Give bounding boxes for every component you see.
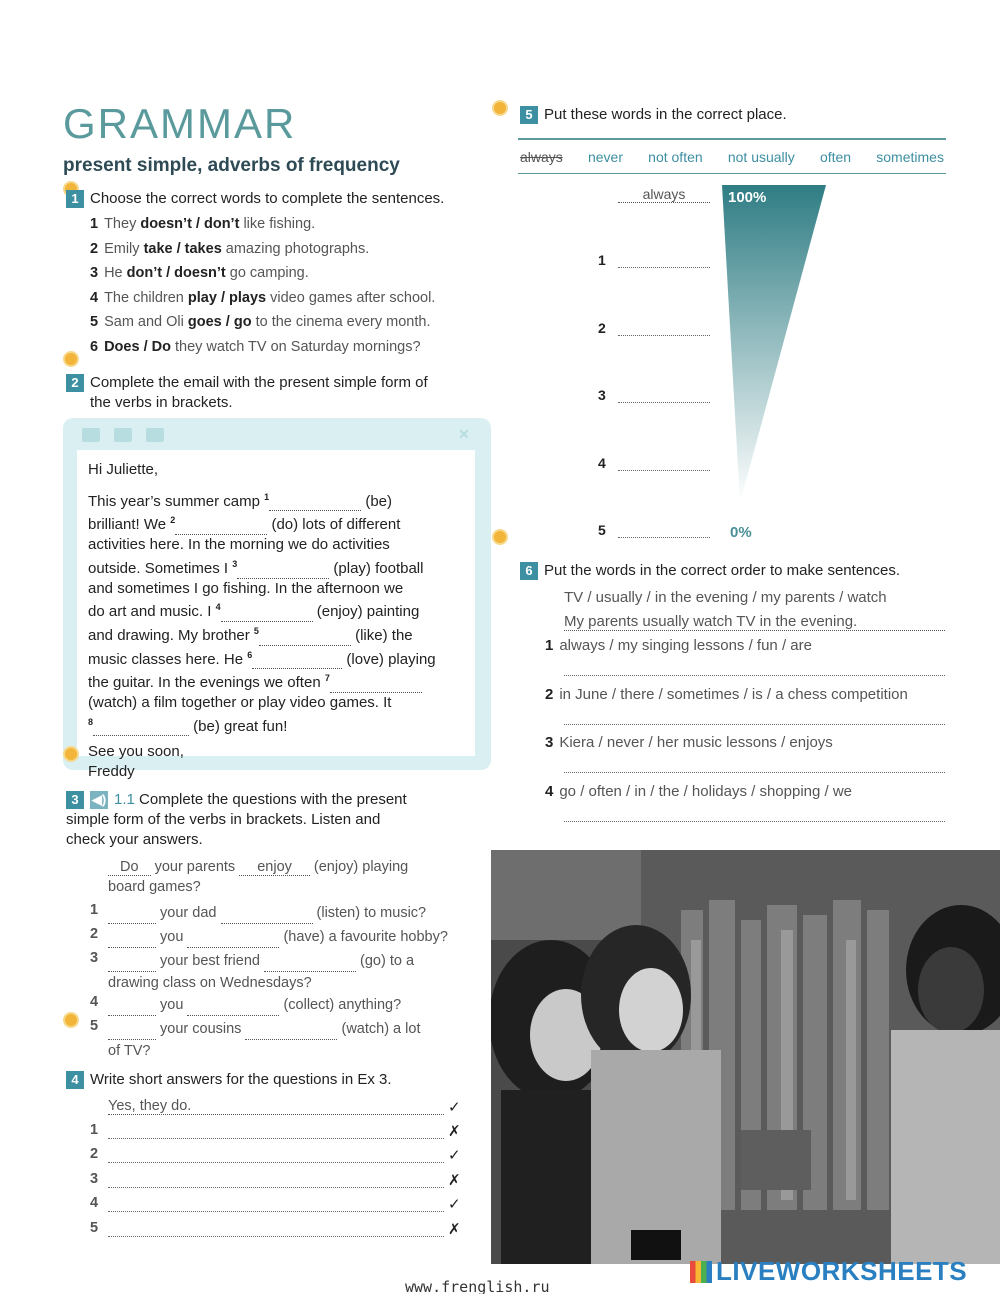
answer-line[interactable] (564, 821, 945, 822)
word-choice[interactable]: take / takes (143, 240, 222, 257)
word-bank (518, 138, 946, 174)
email-gap[interactable] (221, 608, 313, 622)
item-number-text: 1 (90, 902, 99, 918)
bottom-percent: 0% (730, 524, 752, 541)
item-text: amazing photographs. (221, 240, 370, 257)
email-text-part: (do) lots of different (267, 516, 401, 534)
item-text: you (156, 997, 188, 1013)
item-text: He (104, 265, 127, 281)
ex4-number: 4 (66, 1071, 84, 1089)
answer-blank[interactable] (245, 1026, 337, 1040)
email-gap[interactable] (259, 632, 351, 646)
item-text: (watch) a lot (337, 1021, 421, 1037)
answer-blank[interactable] (108, 910, 156, 924)
item-text: board games? (108, 879, 201, 895)
item-text: (have) a favourite hobby? (279, 929, 448, 945)
ex1-item (90, 314, 430, 330)
cross-icon: ✗ (448, 1220, 461, 1238)
check-icon: ✓ (448, 1099, 461, 1116)
gap-number: 2 (170, 515, 176, 526)
email-gap[interactable] (330, 679, 422, 693)
email-gap[interactable] (269, 497, 361, 511)
email-line (88, 713, 468, 737)
gap-number: 7 (324, 673, 330, 684)
email-paragraph (88, 488, 468, 737)
word-choice[interactable]: play / plays (187, 289, 267, 306)
mail-icon (146, 428, 164, 442)
item-number: 6 (90, 338, 99, 355)
email-line (88, 646, 468, 670)
item-number (90, 1122, 98, 1138)
item-text: (collect) anything? (279, 997, 402, 1013)
ex3-item (108, 902, 468, 924)
ex3-example (108, 857, 408, 897)
answer-blank[interactable] (221, 910, 313, 924)
ex1-number: 1 (66, 190, 84, 208)
email-text-part: (like) the (350, 626, 413, 644)
item-number (90, 1018, 98, 1034)
word-choice[interactable]: doesn’t / don’t (140, 216, 240, 232)
item-text: go / often / in / the / holidays / shopping / we (559, 783, 853, 801)
answer-line[interactable] (618, 470, 710, 471)
ex1-instruction: 1 Choose the correct words to complete the sentences. (66, 190, 444, 208)
email-text-part: brilliant! We (88, 516, 171, 534)
email-line (88, 488, 468, 512)
word-bank-item: often (819, 148, 852, 165)
cross-icon: ✗ (448, 1171, 461, 1189)
liveworksheets-icon (690, 1261, 712, 1283)
item-number: 2 (545, 685, 554, 703)
star-icon (63, 1012, 79, 1028)
item-number (90, 1171, 98, 1187)
answer-line[interactable] (108, 1236, 444, 1237)
word-choice[interactable]: don’t / doesn’t (126, 265, 226, 281)
email-text-part: do art and music. I (88, 603, 216, 621)
answer-blank[interactable] (187, 934, 279, 948)
answer-blank[interactable] (264, 958, 356, 972)
email-text-part: (love) playing (342, 650, 436, 668)
check-icon: ✓ (448, 1196, 461, 1214)
item-text: like fishing. (239, 216, 316, 232)
email-text-part: music classes here. He (88, 650, 248, 668)
ex6-instruction: 6 Put the words in the correct order to make sentences. (520, 562, 900, 580)
item-number: 1 (598, 252, 606, 268)
email-text-part: and drawing. My brother (88, 626, 254, 644)
email-line (88, 555, 468, 579)
reply-icon (82, 428, 100, 442)
email-signature: Freddy (88, 763, 135, 781)
email-gap[interactable] (252, 655, 342, 669)
ex5-number: 5 (520, 106, 538, 124)
ex6-number: 6 (520, 562, 538, 580)
email-text-part: the guitar. In the evenings we often (88, 674, 325, 692)
email-line (88, 511, 468, 535)
item-number: 4 (545, 783, 554, 801)
email-signoff: See you soon, (88, 743, 184, 761)
ex6-example-question: TV / usually / in the evening / my parents / watch (564, 589, 887, 606)
answer-blank[interactable] (187, 1002, 279, 1016)
email-text-part: and sometimes I go fishing. In the afternoon we (88, 579, 404, 597)
email-line (88, 598, 468, 622)
ex3-instruction: 3 ◀) 1.1 Complete the questions with the present simple form of the verbs in brackets. Listen and check your answers. (66, 791, 407, 848)
answer-line[interactable] (564, 675, 945, 676)
email-gap[interactable] (237, 565, 329, 579)
ex1-item (90, 339, 421, 355)
item-number (90, 950, 98, 966)
item-text: to the cinema every month. (251, 314, 431, 330)
ex1-item (90, 216, 315, 232)
item-text: drawing class on Wednesdays? (108, 975, 312, 991)
item-text: Kiera / never / her music lessons / enjoys (559, 734, 833, 752)
email-gap[interactable] (93, 722, 189, 736)
item-number-text: 2 (90, 1146, 99, 1163)
answer-line[interactable] (108, 1162, 444, 1163)
item-text: Emily (104, 240, 144, 257)
item-number (90, 902, 98, 918)
email-text-part: outside. Sometimes I (88, 559, 233, 577)
page-subtitle: present simple, adverbs of frequency (63, 155, 400, 176)
item-number (90, 1146, 98, 1162)
item-number: 1 (545, 637, 554, 654)
example-answer: Do (108, 859, 151, 876)
item-text: Sam and Oli (104, 314, 188, 330)
ex2-instruction: 2 Complete the email with the present simple form of the verbs in brackets. (66, 373, 428, 413)
item-text: go camping. (225, 265, 309, 281)
answer-blank[interactable] (108, 934, 156, 948)
liveworksheets-logo[interactable]: LIVEWORKSHEETS (690, 1256, 967, 1287)
word-bank-item: not usually (727, 148, 795, 165)
ex6-item (545, 686, 908, 703)
email-text-part: (enjoy) painting (312, 603, 420, 621)
item-number: 1 (90, 216, 99, 232)
ex6-item (545, 783, 852, 800)
ex6-example-answer: My parents usually watch TV in the evening. (564, 613, 945, 631)
example-answer: enjoy (239, 859, 310, 876)
item-text: (listen) to music? (312, 905, 427, 921)
answer-line[interactable] (618, 537, 710, 538)
shopping-photo (491, 850, 1000, 1264)
item-text: your dad (156, 905, 221, 921)
item-number-text: 3 (90, 1170, 99, 1187)
ex3-item (108, 950, 468, 994)
star-icon (492, 100, 508, 116)
item-number: 3 (90, 265, 99, 281)
ex5-instruction: 5 Put these words in the correct place. (520, 106, 787, 124)
item-text: The children (104, 289, 188, 306)
ex3-item (108, 994, 468, 1016)
item-text: (enjoy) playing (309, 859, 409, 875)
ex4-instruction: 4 Write short answers for the questions in Ex 3. (66, 1071, 392, 1089)
ex1-item (90, 290, 435, 306)
email-text-part: (play) football (329, 559, 424, 577)
item-number: 5 (598, 522, 606, 538)
email-text (88, 460, 468, 782)
answer-line[interactable] (618, 335, 710, 336)
item-text: you (156, 929, 188, 945)
email-line (88, 622, 468, 646)
email-line (88, 535, 468, 555)
ex3-item (108, 1018, 468, 1062)
close-icon: ✕ (458, 426, 470, 442)
page-title: GRAMMAR (63, 100, 297, 147)
item-number: 2 (598, 319, 606, 336)
gap-number: 3 (232, 558, 238, 569)
ex1-item (90, 265, 309, 281)
word-bank-item: never (587, 148, 623, 165)
item-number: 3 (545, 734, 554, 752)
item-number-text: 5 (90, 1018, 99, 1034)
ex3-item (108, 926, 468, 948)
gap-number: 5 (253, 625, 259, 636)
item-text: (go) to a (356, 953, 415, 969)
word-bank-item: sometimes (876, 148, 944, 165)
email-text-part: (be) great fun! (189, 717, 288, 735)
ex4-example: Yes, they do. (108, 1098, 444, 1115)
item-text: in June / there / sometimes / is / a chess competition (559, 685, 908, 703)
item-number-text: 4 (90, 1195, 99, 1212)
email-line (88, 693, 468, 713)
email-text-part: (be) (361, 492, 393, 510)
word-choice[interactable]: Does / Do (104, 338, 171, 355)
word-bank-item: not often (648, 148, 703, 165)
answer-blank[interactable] (108, 1002, 156, 1016)
email-text-part: activities here. In the morning we do activities (88, 536, 390, 554)
item-text: They (104, 216, 141, 232)
attach-icon (114, 428, 132, 442)
item-number: 4 (90, 289, 99, 306)
item-text: your cousins (156, 1021, 246, 1037)
item-text: they watch TV on Saturday mornings? (170, 338, 421, 355)
email-line (88, 579, 468, 599)
item-number (90, 926, 98, 942)
top-percent: 100% (728, 189, 767, 206)
word-bank-item: always (520, 148, 563, 165)
cross-icon: ✗ (448, 1123, 461, 1140)
email-text-part: (watch) a film together or play video games. It (88, 694, 392, 712)
star-icon (492, 529, 508, 545)
ex6-item (545, 734, 833, 751)
star-icon (63, 746, 79, 762)
word-choice[interactable]: goes / go (187, 314, 252, 330)
answer-line[interactable] (108, 1211, 444, 1212)
answer-line[interactable] (564, 772, 945, 773)
item-text: video games after school. (266, 289, 436, 306)
item-number-text: 5 (90, 1219, 99, 1236)
item-number (90, 1195, 98, 1211)
item-number: 3 (598, 387, 606, 403)
gap-number: 6 (247, 649, 253, 660)
item-text: of TV? (108, 1043, 151, 1059)
gap-number: 8 (88, 716, 94, 727)
email-text-part: This year’s summer camp (88, 492, 265, 510)
item-number-text: 2 (90, 926, 99, 942)
ex3-number: 3 (66, 791, 84, 809)
item-text: your best friend (156, 953, 264, 969)
footer-url: www.frenglish.ru (405, 1278, 550, 1294)
ex6-item (545, 637, 812, 654)
email-line (88, 669, 468, 693)
gap-number: 4 (215, 602, 221, 613)
star-icon (63, 351, 79, 367)
answer-line[interactable] (108, 1138, 444, 1139)
item-number (90, 1220, 98, 1236)
frequency-wedge (718, 185, 830, 505)
answer-line[interactable] (618, 267, 710, 268)
item-number-text: 1 (90, 1122, 99, 1138)
email-greeting: Hi Juliette, (88, 461, 159, 478)
gap-number: 1 (264, 491, 270, 502)
answer-line[interactable] (618, 402, 710, 403)
answer-blank[interactable] (108, 1026, 156, 1040)
item-text: your parents (150, 859, 240, 875)
ex2-number: 2 (66, 374, 84, 392)
item-text: always / my singing lessons / fun / are (559, 637, 812, 654)
answer-line[interactable] (564, 724, 945, 725)
item-number (90, 994, 98, 1010)
answer-blank[interactable] (108, 958, 156, 972)
item-number: 5 (90, 314, 99, 330)
answer-line[interactable] (108, 1187, 444, 1188)
item-number: 2 (90, 240, 99, 257)
email-gap[interactable] (175, 521, 267, 535)
check-icon: ✓ (448, 1147, 461, 1165)
item-number-text: 3 (90, 950, 99, 966)
ex1-item (90, 241, 369, 257)
item-number-text: 4 (90, 994, 99, 1010)
item-number: 4 (598, 454, 606, 471)
ex5-example: always (618, 186, 710, 203)
audio-icon[interactable]: ◀) (91, 792, 107, 808)
